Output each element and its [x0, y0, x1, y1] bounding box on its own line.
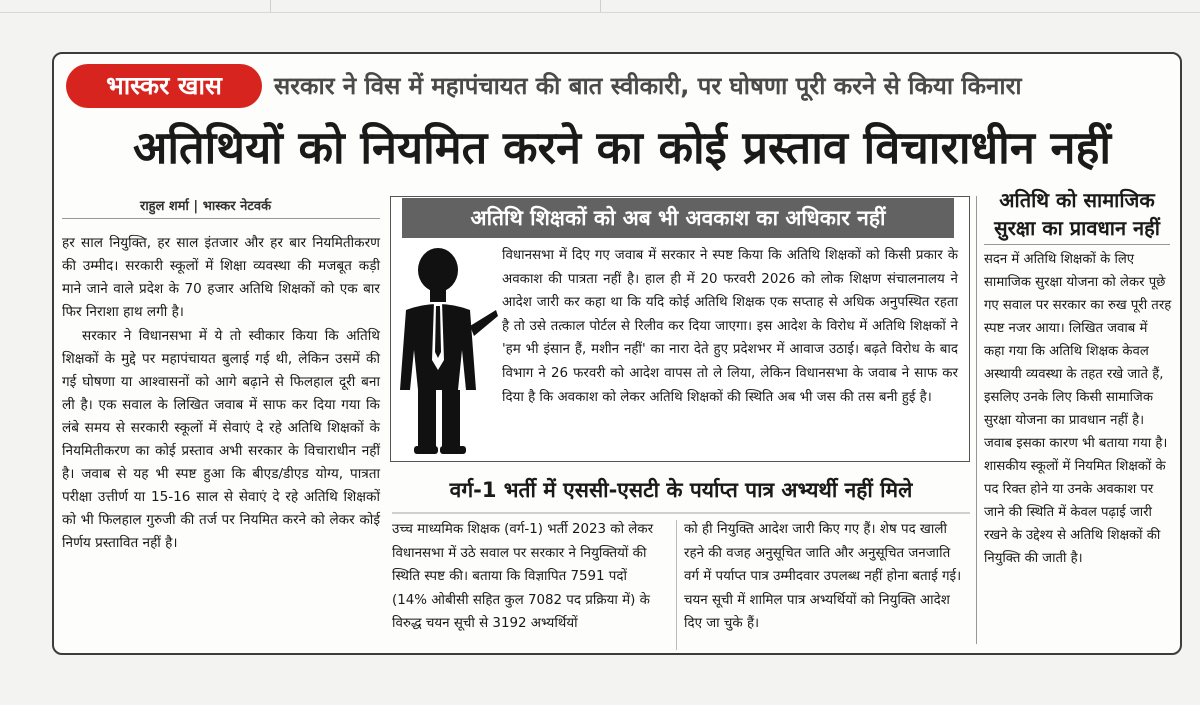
kicker-line: सरकार ने विस में महापंचायत की बात स्वीकारी, पर घोषणा पूरी करने से किया किनारा [274, 72, 1022, 100]
byline-divider [62, 218, 380, 219]
page-top-rule [0, 12, 1200, 13]
page-top-tick [270, 0, 271, 12]
sidebar-heading-rule [984, 244, 1170, 245]
headline: अतिथियों को नियमित करने का कोई प्रस्ताव विचाराधीन नहीं [132, 121, 1112, 174]
social-security-heading: अतिथि को सामाजिक सुरक्षा का प्रावधान नहीं [994, 188, 1160, 240]
sidebar-paragraph: सदन में अतिथि शिक्षकों के लिए सामाजिक सुरक्षा योजना को लेकर पूछे गए सवाल पर सरकार का रुख पूरी तरह स्पष्ट नजर आया। लिखित जवाब में कहा गया कि अतिथि शिक्षक केवल अस्थायी व्यवस्था के तहत रखे जाते हैं, इसलिए उनके लिए किसी सामाजिक सुरक्षा योजना का प्रावधान नहीं है। जवाब इसका कारण भी बताया गया है। [984, 252, 1172, 451]
page-top-tick [600, 0, 601, 12]
leave-story-heading: अतिथि शिक्षकों को अब भी अवकाश का अधिकार नहीं [402, 198, 954, 238]
sidebar-paragraph: शासकीय स्कूलों में नियमित शिक्षकों के पद रिक्त होने या उनके अवकाश पर जाने की स्थिति में केवल पढ़ाई जारी रखने के उद्देश्य से अतिथि शिक्षकों की नियुक्ति की जाती है। [984, 459, 1166, 566]
recruitment-heading: वर्ग-1 भर्ती में एससी-एसटी के पर्याप्त पात्र अभ्यर्थी नहीं मिले [449, 478, 913, 502]
leave-story-text: विधानसभा में दिए गए जवाब में सरकार ने स्पष्ट किया कि अतिथि शिक्षकों को किसी प्रकार के अवकाश की पात्रता नहीं है। हाल ही में 20 फरवरी 2026 को लोक शिक्षण संचालनालय ने आदेश जारी कर कहा था कि यदि कोई अतिथि शिक्षक एक सप्ताह से अधिक अनुपस्थित रहता है तो उसे तत्काल पोर्टल से रिलीव कर दिया जाएगा। इस आदेश के विरोध में अतिथि शिक्षकों ने 'हम भी इंसान हैं, मशीन नहीं' का नारा देते हुए प्रदेशभर में आवाज उठाई। बढ़ते विरोध के बाद विभाग ने 26 फरवरी को आदेश वापस तो ले लिया, लेकिन विधानसभा के जवाब ने साफ कर दिया है कि अवकाश को लेकर अतिथि शिक्षकों की स्थिति अब भी जस की तस बनी हुई है। [502, 248, 958, 405]
main-story-paragraph: सरकार ने विधानसभा में ये तो स्वीकार किया कि अतिथि शिक्षकों के मुद्दे पर महापंचायत बुलाई गई थी, लेकिन उसमें की गई घोषणा या आश्वासनों को आगे बढ़ाने से फिलहाल दूरी बना ली है। एक सवाल के लिखित जवाब में साफ कर दिया गया कि लंबे समय से सरकारी स्कूलों में सेवाएं दे रहे अतिथि शिक्षकों के नियमितीकरण का कोई प्रस्ताव अभी सरकार के विचाराधीन नहीं है। जवाब से यह भी स्पष्ट हुआ कि बीएड/डीएड योग्य, पात्रता परीक्षा उत्तीर्ण या 15-16 साल से सेवाएं दे रहे अतिथि शिक्षकों को भी फिलहाल गुरुजी की तर्ज पर नियमित करने को लेकर कोई निर्णय प्रस्तावित नहीं है। [62, 328, 380, 551]
column-divider [676, 520, 677, 650]
social-security-story [984, 248, 1172, 570]
recruitment-divider [392, 512, 970, 514]
teacher-silhouette-illustration [392, 240, 498, 458]
sidebar-divider [976, 196, 977, 644]
byline: राहुल शर्मा | भास्कर नेटवर्क [140, 199, 272, 214]
main-story-paragraph: हर साल नियुक्ति, हर साल इंतजार और हर बार नियमितीकरण की उम्मीद। सरकारी स्कूलों में शिक्षा व्यवस्था की मजबूत कड़ी माने जाने वाले प्रदेश के 70 हजार अतिथि शिक्षकों को एक बार फिर निराशा हाथ लगी है। [62, 235, 380, 320]
brand-badge: भास्कर खास [66, 64, 262, 108]
main-story-column [62, 232, 380, 556]
recruitment-text-left: उच्च माध्यमिक शिक्षक (वर्ग-1) भर्ती 2023 को लेकर विधानसभा में उठे सवाल पर सरकार ने नियुक्तियों की स्थिति स्पष्ट की। बताया कि विज्ञापित 7591 पदों (14% ओबीसी सहित कुल 7082 पद प्रक्रिया में) के विरुद्ध चयन सूची से 3192 अभ्यर्थियों [392, 522, 654, 632]
recruitment-text-right: को ही नियुक्ति आदेश जारी किए गए हैं। शेष पद खाली रहने की वजह अनुसूचित जाति और अनुसूचित जनजाति वर्ग में पर्याप्त पात्र उम्मीदवार उपलब्ध नहीं होना बताई गई। चयन सूची में शामिल पात्र अभ्यर्थियों को नियुक्ति आदेश दिए जा चुके हैं। [684, 522, 962, 632]
